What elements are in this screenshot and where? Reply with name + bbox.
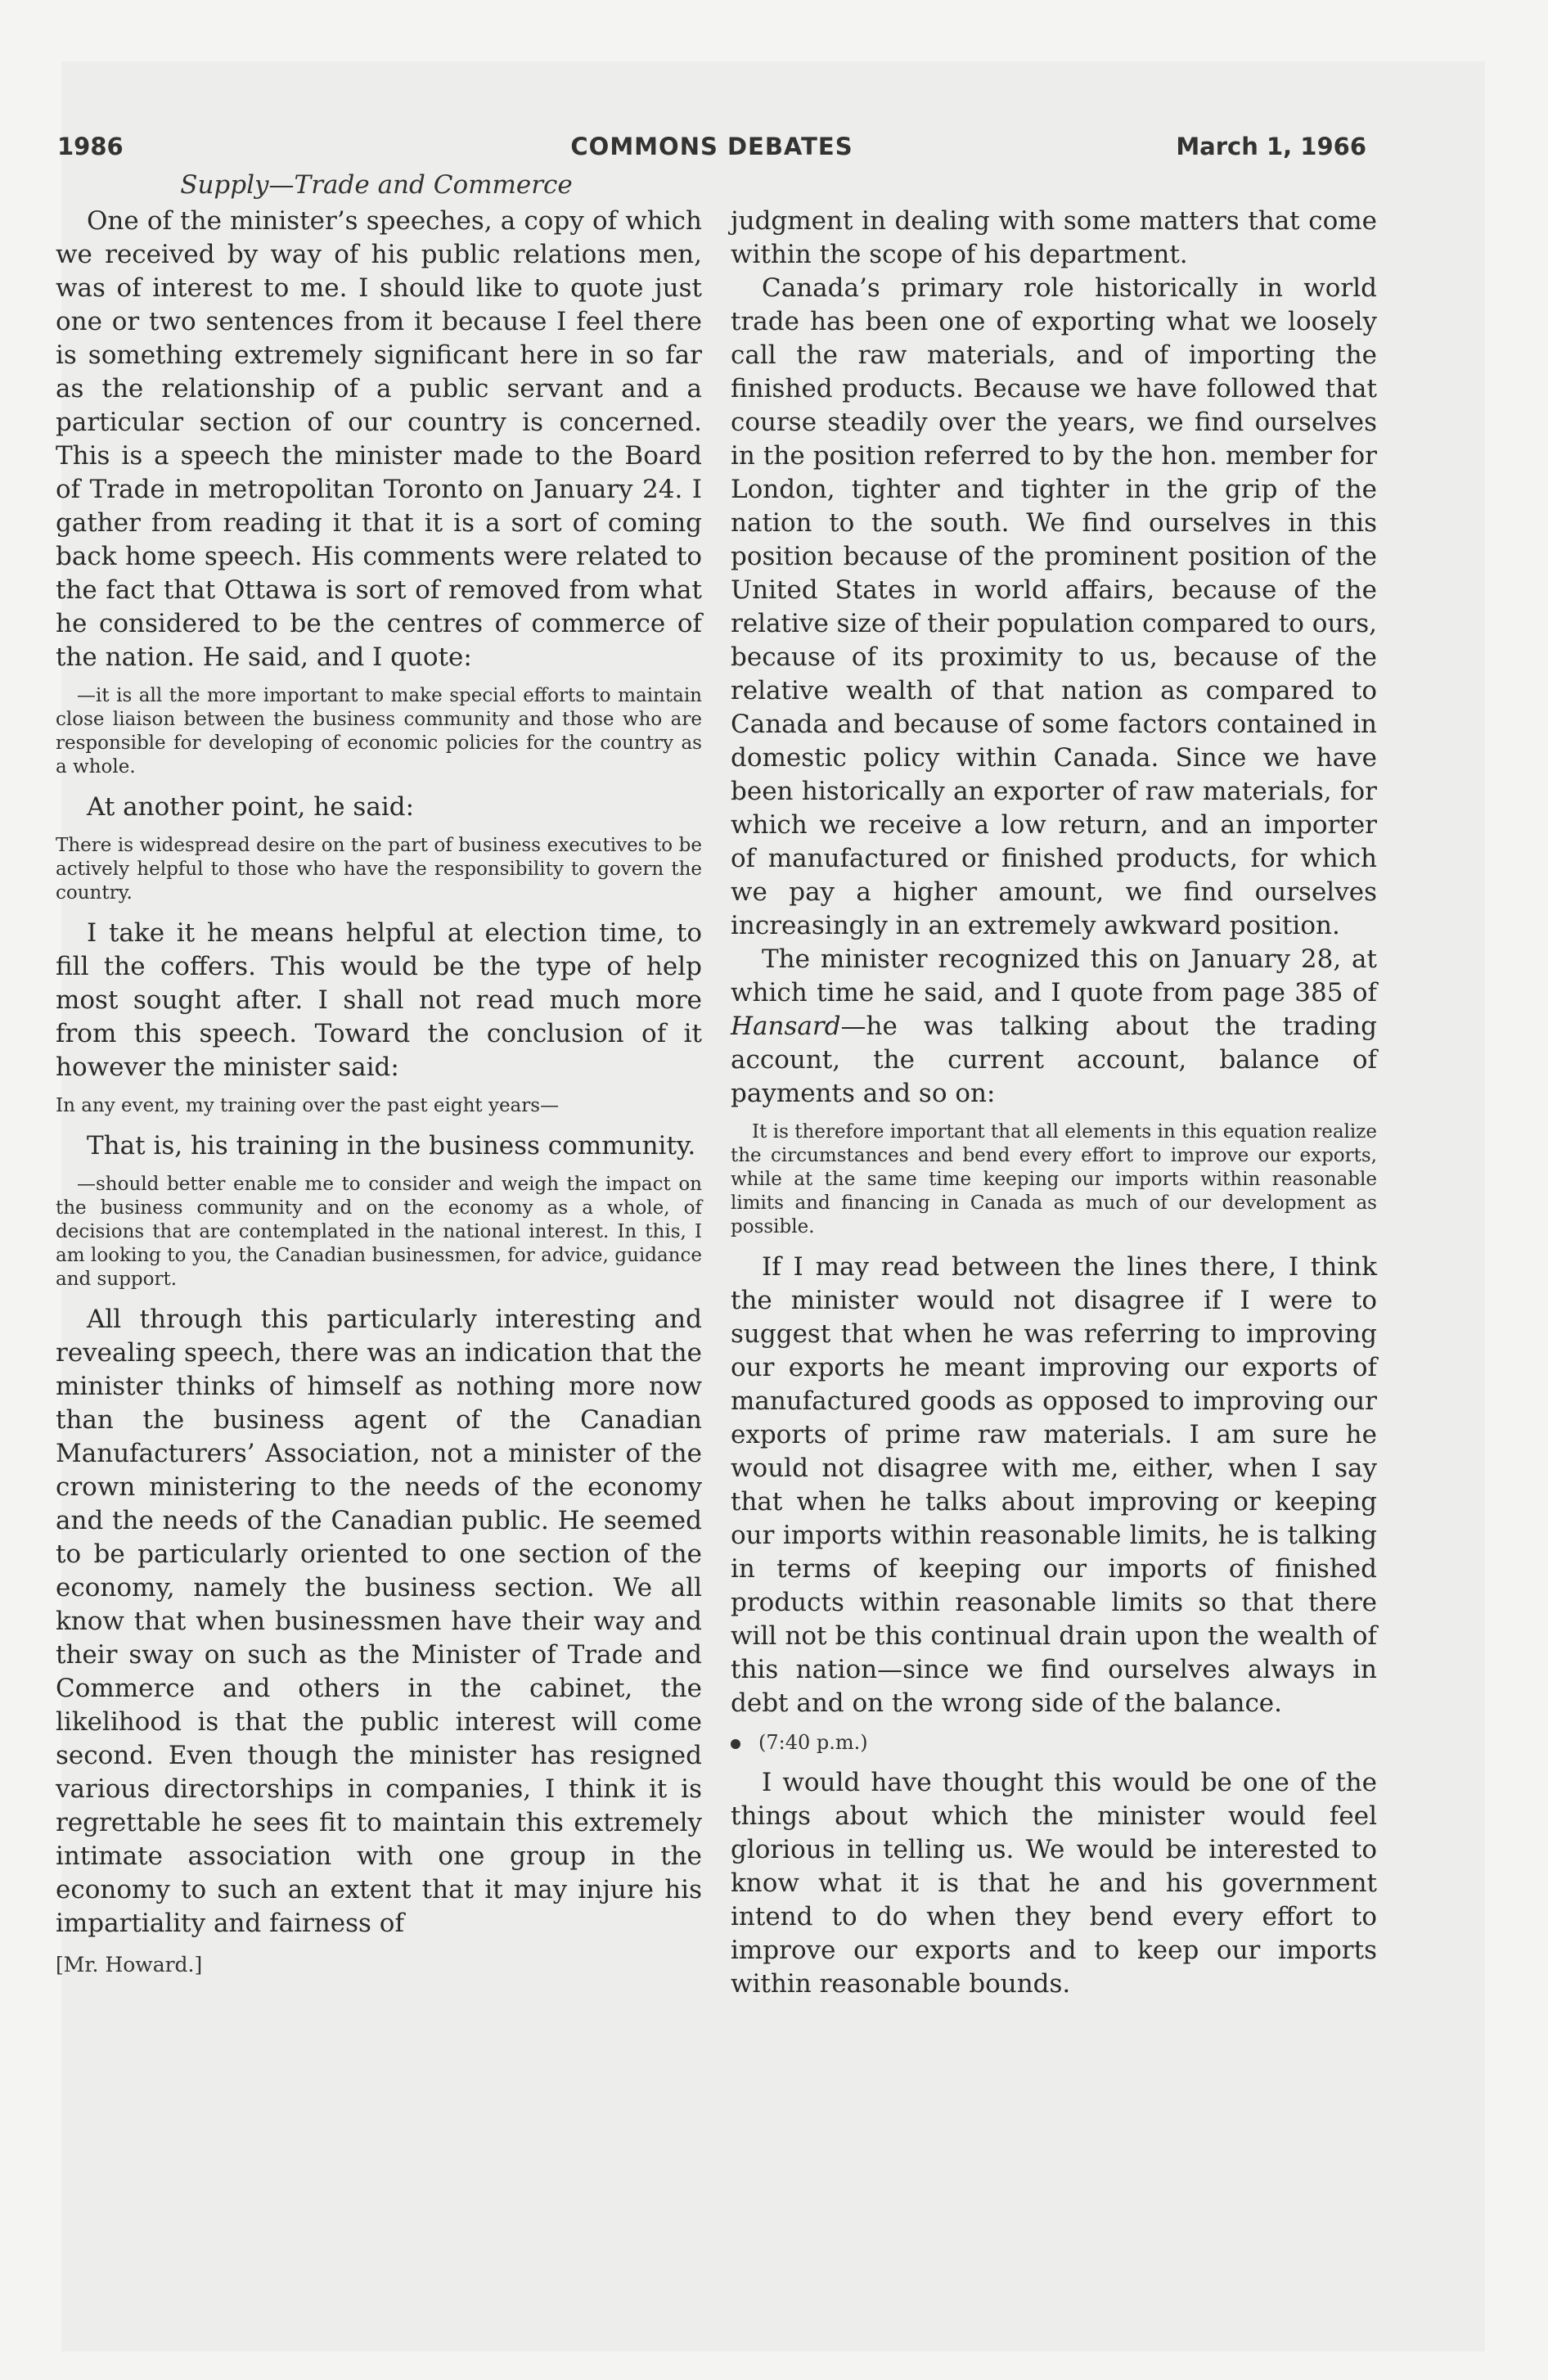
left-column (56, 205, 702, 1978)
right-column (731, 205, 1377, 2001)
paragraph: If I may read between the lines there, I think the minister would not disagree if I were to suggest that when he was referring to improving our exports he meant improving our exports of manufactured goods as opposed to improving our exports of prime raw materials. I am sure he would not disagree with me, either, when I say that when he talks about improving or keeping our imports within reasonable limits, he is talking in terms of keeping our imports of finished products within reasonable limits so that there will not be this continual drain upon the wealth of this nation—since we find ourselves always in debt and on the wrong side of the balance. (731, 1252, 1377, 1718)
paragraph: judgment in dealing with some matters that come within the scope of his department. (731, 206, 1377, 269)
paragraph: I take it he means helpful at election time, to fill the coffers. This would be the type of help most sought after. I shall not read much more from this speech. Toward the conclusion of it however the minister said: (56, 918, 702, 1082)
paragraph: At another point, he said: (87, 792, 415, 822)
paragraph: That is, his training in the business community. (87, 1131, 696, 1161)
paragraph (731, 943, 1377, 1111)
hansard-reference: Hansard (731, 1012, 841, 1041)
block-quote: In any event, my training over the past eight years— (56, 1095, 560, 1116)
time-text: (7:40 p.m.) (758, 1731, 868, 1754)
paragraph-text: The minister recognized this on January 28, at which time he said, and I quote from page 385 of (731, 944, 1377, 1007)
paragraph: Canada’s primary role historically in world trade has been one of exporting what we loosely call the raw materials, and of importing the finished products. Because we have followed that course steadily over the years, we find ourselves in the position referred to by the hon. member for London, tighter and tighter in the grip of the nation to the south. We find ourselves in this position because of the prominent position of the United States in world affairs, because of the relative size of their population compared to ours, because of its proximity to us, because of the relative wealth of that nation as compared to Canada and because of some factors contained in domestic policy within Canada. Since we have been historically an exporter of raw materials, for which we receive a low return, and an importer of manufactured or finished products, for which we pay a higher amount, we find ourselves increasingly in an extremely awkward position. (731, 273, 1377, 940)
bullet-icon (731, 1739, 740, 1749)
publication-date: March 1, 1966 (1176, 133, 1366, 160)
speaker-attribution: [Mr. Howard.] (56, 1953, 203, 1977)
publication-title: COMMONS DEBATES (570, 133, 853, 160)
block-quote: It is therefore important that all elements in this equation realize the circumstances and bend every effort to improve our exports, while at the same time keeping our imports within reasonable limits and financing in Canada as much of our development as possible. (731, 1121, 1377, 1237)
block-quote: —it is all the more important to make special efforts to maintain close liaison between the business community and those who are responsible for developing of economic policies for the country as a whole. (56, 685, 702, 778)
section-subheading: Supply—Trade and Commerce (180, 170, 573, 200)
block-quote: —should better enable me to consider and weigh the impact on the business community and on the economy as a whole, of decisions that are contemplated in the national interest. In this, I am looking to you, the Canadian businessmen, for advice, guidance and support. (56, 1174, 702, 1290)
page-number: 1986 (57, 133, 124, 160)
paragraph: One of the minister’s speeches, a copy of which we received by way of his public relations men, was of interest to me. I should like to quote just one or two sentences from it because I feel there is something extremely significant here in so far as the relationship of a public servant and a particular section of our country is concerned. This is a speech the minister made to the Board of Trade in metropolitan Toronto on January 24. I gather from reading it that it is a sort of coming back home speech. His comments were related to the fact that Ottawa is sort of removed from what he considered to be the centres of commerce of the nation. He said, and I quote: (56, 206, 702, 672)
paragraph: All through this particularly interesting and revealing speech, there was an indication that the minister thinks of himself as nothing more now than the business agent of the Canadian Manufacturers’ Association, not a minister of the crown ministering to the needs of the economy and the needs of the Canadian public. He seemed to be particularly oriented to one section of the economy, namely the business section. We all know that when businessmen have their way and their sway on such as the Minister of Trade and Commerce and others in the cabinet, the likelihood is that the public interest will come second. Even though the minister has resigned various directorships in companies, I think it is regrettable he sees fit to maintain this extremely intimate association with one group in the economy to such an extent that it may injure his impartiality and fairness of (56, 1305, 702, 1938)
block-quote: There is widespread desire on the part of business executives to be actively helpful to those who have the responsibility to govern the country. (56, 835, 702, 904)
page-header (57, 133, 1366, 174)
time-marker (731, 1730, 1377, 1755)
paragraph: I would have thought this would be one of the things about which the minister would feel glorious in telling us. We would be interested to know what it is that he and his government intend to do when they bend every effort to improve our exports and to keep our imports within reasonable bounds. (731, 1768, 1377, 1999)
paragraph-text: —he was talking about the trading account, the current account, balance of payments and so on: (731, 1012, 1377, 1108)
